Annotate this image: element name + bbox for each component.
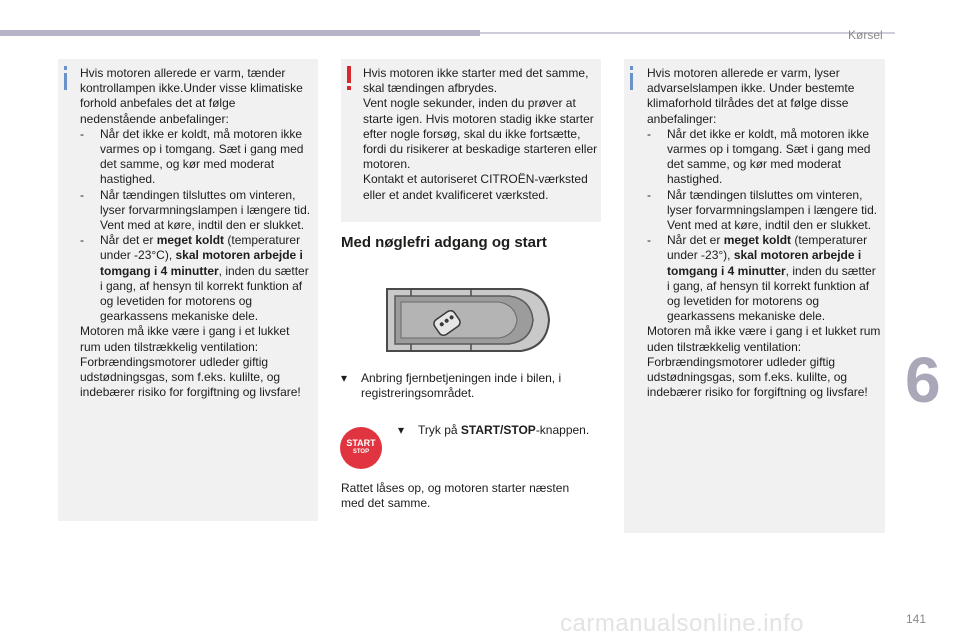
car-keyfob-illustration [381, 285, 552, 355]
list-item: - Når tændingen tilsluttes om vinteren, lyser forvarmningslampen i længere tid. Vent med at køre, indtil den er slukket. [647, 187, 878, 233]
warning-text: Hvis motoren ikke starter med det samme, skal tændingen afbrydes. Vent nogle sekunder, inden du prøver at starte igen. Hvis motoren stadig ikke starter efter nogle forsøg, skal du ikke fortsætte, fordi du risikerer at beskadige starteren eller motoren. Kontakt et autoriseret CITROËN-værksted eller et andet kvalificeret værksted. [363, 66, 598, 202]
section-heading: Med nøglefri adgang og start [341, 234, 547, 251]
info-icon [630, 66, 634, 92]
note-intro: Hvis motoren allerede er varm, lyser advarselslampen ikke. Under bestemte klimaforhold tilrådes det at følge disse anbefalinger: [647, 66, 855, 126]
info-note-left-text [80, 66, 312, 400]
chapter-number: 6 [905, 344, 941, 416]
bullet-icon: ▾ [341, 371, 348, 385]
page-number: 141 [906, 612, 927, 626]
header-accent-bar [0, 30, 480, 36]
list-item: - Når det ikke er koldt, må motoren ikke varmes op i tomgang. Sæt i gang med det samme, og kør med moderat hastighed. [80, 126, 304, 187]
header-rule [480, 32, 895, 34]
info-note-right-text [647, 66, 881, 400]
list-item: - Når tændingen tilsluttes om vinteren, lyser forvarmningslampen i længere tid. Vent med at køre, indtil den er slukket. [80, 187, 311, 233]
step-press-start: ▾ Tryk på START/STOP-knappen. [398, 423, 590, 437]
list-item: - Når det er meget koldt (temperaturer under -23°), skal motoren arbejde i tomgang i 4 minutter, inden du sætter i gang, af hensyn til korrekt funktion af og levetiden for motorens og gearkassens mekaniske dele. [647, 233, 876, 324]
section-title: Kørsel [848, 28, 883, 42]
list-item: - Når det er meget koldt (temperaturer under -23°C), skal motoren arbejde i tomgang i 4 minutter, inden du sætter i gang, af hensyn til korrekt funktion af og levetiden for motorens og gearkassens mekaniske dele. [80, 233, 309, 324]
car-top-view-icon [381, 285, 552, 355]
step-place-keyfob: ▾ Anbring fjernbetjeningen inde i bilen, i registreringsområdet. [341, 371, 562, 401]
note-intro: Hvis motoren allerede er varm, tænder kontrollampen ikke.Under visse klimatiske forhold anbefales det at følge nedenstående anbefalinger: [80, 66, 303, 126]
chapter-tab [903, 345, 960, 415]
step-result: Rattet låses op, og motoren starter næsten med det samme. [341, 481, 570, 511]
watermark: carmanualsonline.info [560, 610, 804, 637]
start-stop-button-icon: START STOP [340, 427, 382, 469]
info-icon [64, 66, 68, 92]
warning-icon [347, 66, 353, 92]
note-outro: Motoren må ikke være i gang i et lukket rum uden tilstrækkelig ventilation: Forbrændingsmotorer udleder giftig udstødningsgas, som f.eks. kulilte, og indebærer risiko for forgiftning og livsfare! [80, 324, 301, 400]
note-outro: Motoren må ikke være i gang i et lukket rum uden tilstrækkelig ventilation: Forbrændingsmotorer udleder giftig udstødningsgas, som f.eks. kulilte, og indebærer risiko for forgiftning og livsfare! [647, 324, 881, 400]
bullet-icon: ▾ [398, 423, 405, 437]
list-item: - Når det ikke er koldt, må motoren ikke varmes op i tomgang. Sæt i gang med det samme, og kør med moderat hastighed. [647, 126, 871, 187]
